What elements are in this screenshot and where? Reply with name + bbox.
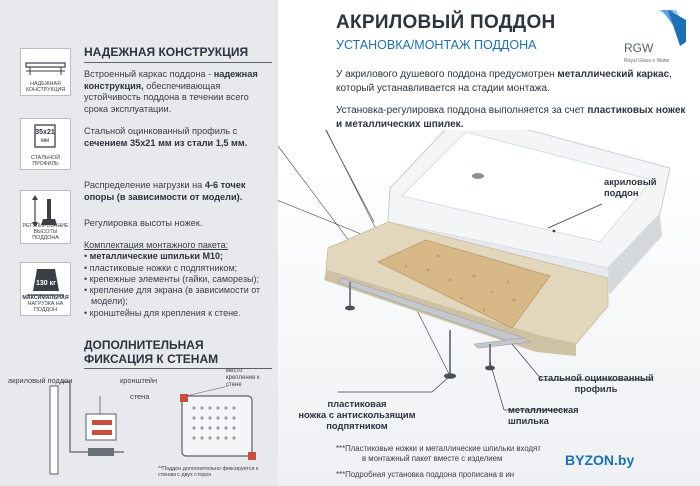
watermark: BYZON.by [565,452,635,468]
section-title-wall-fix: ДОПОЛНИТЕЛЬНАЯ ФИКСАЦИЯ К СТЕНАМ [84,338,219,366]
logo-subtext: Royal Glass ≡ Water [624,58,670,64]
rgw-logo [622,8,688,68]
height-adjust-icon [20,190,71,244]
kit-list [84,240,274,319]
height-adjust-text: Регулировка высоты ножек. [84,218,203,228]
callout-steel-profile: стальной оцинкованный профиль [538,372,654,394]
weight-label: 130 кг [35,280,57,287]
load-text: Распределение нагрузки на 4-6 точек опоры (в зависимости от модели). [84,180,246,202]
wall-fix-note: **Поддон дополнительно фиксируется к стенам с двух сторон [158,466,259,479]
kit-item: • пластиковые ножки с подпятником; [84,262,238,273]
kit-item: • металлические шпильки М10; [84,251,224,262]
divider [84,62,272,63]
footnote-2: ***Подробная установка поддона прописана в ин [336,470,515,479]
page-subtitle: УСТАНОВКА/МОНТАЖ ПОДДОНА [336,38,537,52]
label-wall: стена [130,392,150,401]
icon-caption: СТАЛЬНОЙ ПРОФИЛЬ [30,155,61,167]
construction-icon [20,48,71,96]
icon-caption: НАДЕЖНАЯ КОНСТРУКЦИЯ [25,81,66,93]
page-title: АКРИЛОВЫЙ ПОДДОН [336,12,556,33]
label-bracket: кронштейн [120,376,158,385]
icon-caption: РЕГУЛИРОВАНИЕ ВЫСОТЫ ПОДДОНА [22,223,69,241]
callout-metal-stud: металлическая шпилька [508,404,579,426]
max-load-icon [20,262,71,316]
kit-item: • кронштейны для крепления к стене. [84,307,241,318]
profile-icon [20,118,71,170]
icon-caption: МАКСИМАЛЬНАЯ НАГРУЗКА НА ПОДДОН [22,295,69,313]
kit-item: • крепление для экрана (в зависимости от модели); [84,285,261,307]
intro-paragraph-1: У акрилового душевого поддона предусмотрен металлический каркас, который устанавливается на стадии монтажа. [336,69,672,94]
callout-acrylic-tray: акриловый поддон [604,176,657,198]
kit-title: Комплектация монтажного пакета: [84,240,229,250]
profile-dimension: 35x21 [35,129,55,136]
profile-text: Стальной оцинкованный профиль с сечением 35x21 мм из стали 1,5 мм. [84,126,248,148]
construction-text: Встроенный каркас поддона - надежная конструкция, обеспечивающая устойчивость поддона в течении всего срока эксплуатации. [84,69,258,114]
callout-plastic-foot: пластиковая ножка с антискользящим подпятником [298,398,416,431]
logo-text: RGW [624,41,654,55]
label-mount-place: место крепления к стене [226,368,260,388]
section-title-construction: НАДЕЖНАЯ КОНСТРУКЦИЯ [84,45,249,59]
footnote-1: ***Пластиковые ножки и металлические шпильки входят в монтажный пакет вместе с изделием [336,444,541,463]
label-acrylic-tray: акриловый поддон [8,376,73,385]
kit-item: • крепежные элементы (гайки, саморезы); [84,273,259,284]
profile-unit: мм [40,138,50,144]
intro-paragraph-2: Установка-регулировка поддона выполняется за счет пластиковых ножек и металлических шпилек. [336,105,686,130]
